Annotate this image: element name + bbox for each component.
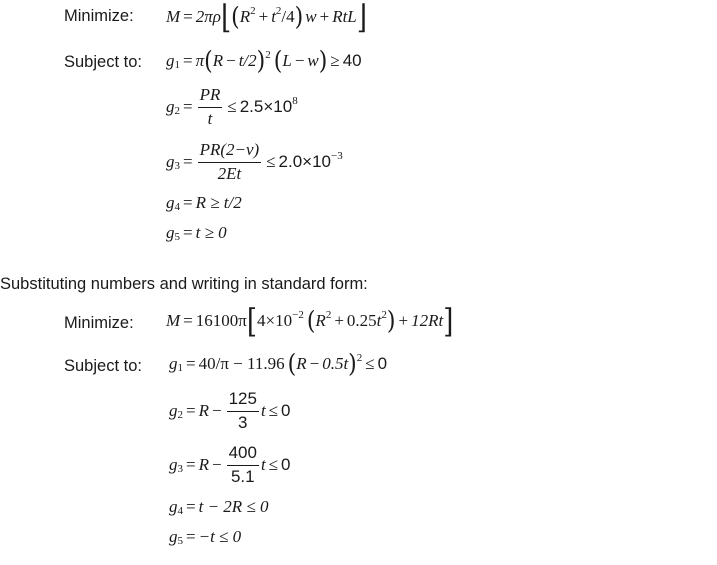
term-0.5t: 0.5t: [322, 354, 349, 373]
fraction-denominator: 2Et: [217, 163, 242, 183]
var-L: L: [282, 51, 292, 70]
g-symbol: g: [166, 193, 175, 212]
exponent: 2: [381, 308, 387, 321]
var-w: w: [307, 51, 319, 70]
objective-equation-2: [166, 303, 454, 341]
open-paren: (: [204, 47, 213, 76]
constraint-lead: 40/π − 11.96: [198, 354, 285, 373]
coef: 2πρ: [195, 7, 221, 26]
g-symbol: g: [169, 455, 178, 475]
fraction-numerator: 400: [227, 444, 259, 466]
var-M: M: [166, 311, 181, 330]
g-index: 5: [177, 534, 183, 547]
plus-sign: +: [319, 7, 330, 26]
g-symbol: g: [166, 97, 175, 117]
g-symbol: g: [169, 401, 178, 421]
close-paren: ): [294, 3, 304, 32]
close-bracket: ⌋: [356, 0, 367, 37]
constraint-g4-1: [166, 193, 242, 213]
fraction-numerator: PR: [198, 86, 223, 108]
g-index: 4: [174, 200, 180, 213]
fraction-denominator: t: [207, 108, 213, 128]
fraction: [227, 390, 259, 432]
coef: 16100π: [195, 311, 247, 330]
minimize-label-1: Minimize:: [64, 7, 134, 25]
g-index: 1: [177, 361, 183, 374]
close-bracket: ]: [443, 303, 454, 341]
le-sign: ≤: [268, 401, 279, 421]
var-w: w: [305, 7, 317, 26]
var-t: t: [260, 401, 266, 421]
coef-b: 0.25: [346, 311, 377, 330]
rhs-value: 2.5×10: [239, 97, 293, 117]
exponent: 2: [275, 4, 282, 17]
le-sign: ≤: [227, 97, 237, 117]
fraction-denominator: 3: [238, 412, 248, 432]
fraction: [198, 141, 262, 183]
constraint-expression: R ≥ t/2: [195, 193, 242, 212]
g-index: 2: [177, 409, 183, 422]
g-index: 3: [174, 160, 180, 173]
g-index: 4: [177, 504, 183, 517]
fraction: [227, 444, 259, 486]
eq-sign: =: [186, 354, 196, 373]
eq-sign: =: [183, 97, 193, 117]
eq-sign: =: [183, 223, 193, 242]
exponent: 2: [325, 308, 332, 321]
term-RtL: RtL: [332, 7, 357, 26]
minimize-label-2: Minimize:: [64, 314, 134, 332]
g-index: 3: [177, 463, 183, 476]
g-symbol: g: [169, 527, 178, 546]
rhs-value: 0: [377, 354, 388, 373]
minus-sign: −: [211, 455, 222, 475]
exponent: −2: [292, 308, 304, 321]
open-paren: (: [231, 3, 240, 32]
open-bracket: [: [246, 303, 258, 341]
eq-sign: =: [183, 152, 193, 172]
open-bracket: ⌊: [220, 0, 232, 37]
eq-sign: =: [186, 527, 196, 546]
plus-sign: +: [398, 311, 409, 330]
eq-sign: =: [186, 497, 196, 516]
pi-symbol: π: [195, 51, 205, 70]
eq-sign: =: [183, 7, 193, 26]
close-paren: ): [386, 307, 396, 336]
var-R: R: [296, 354, 307, 373]
close-paren: ): [318, 47, 328, 76]
constraint-expression: −t ≤ 0: [198, 527, 242, 546]
constraint-g5-2: [169, 527, 241, 547]
constraint-g3-2: [169, 444, 291, 486]
var-R: R: [315, 311, 326, 330]
minus-sign: −: [294, 51, 305, 70]
var-t: t: [260, 455, 266, 475]
eq-sign: =: [186, 455, 196, 475]
le-sign: ≤: [365, 354, 375, 373]
constraint-g1-2: [169, 350, 388, 379]
g-symbol: g: [169, 497, 178, 516]
open-paren: (: [306, 307, 316, 336]
var-t: t: [376, 311, 382, 330]
constraint-g5-1: [166, 223, 227, 243]
exponent: 2: [356, 351, 363, 364]
constraint-g4-2: [169, 497, 269, 517]
eq-sign: =: [183, 51, 193, 70]
le-sign: ≤: [268, 455, 279, 475]
open-paren: (: [287, 350, 297, 379]
var-R: R: [198, 455, 209, 475]
g-symbol: g: [166, 223, 175, 242]
open-paren: (: [273, 47, 283, 76]
coef-a: 4×10: [257, 311, 293, 330]
le-sign: ≤: [266, 152, 276, 172]
fraction-numerator: PR(2−ν): [198, 141, 262, 163]
close-paren: ): [348, 350, 357, 379]
minus-sign: −: [211, 401, 222, 421]
eq-sign: =: [186, 401, 196, 421]
minus-sign: −: [226, 51, 236, 70]
rhs-value: 0: [281, 401, 291, 421]
var-t: t: [271, 7, 276, 26]
ge-sign: ≥: [330, 51, 340, 70]
close-paren: ): [256, 47, 266, 76]
exponent: −3: [331, 150, 343, 163]
constraint-g2-1: [166, 86, 298, 128]
subject-label-2: Subject to:: [64, 357, 142, 375]
constraint-g3-1: [166, 141, 343, 183]
term-12Rt: 12Rt: [411, 311, 444, 330]
g-symbol: g: [166, 51, 175, 70]
exponent: 2: [265, 48, 271, 61]
fraction-denominator: 5.1: [230, 466, 255, 486]
g-symbol: g: [166, 152, 175, 172]
subject-label-1: Subject to:: [64, 53, 142, 71]
var-M: M: [166, 7, 181, 26]
rhs-value: 40: [342, 51, 362, 70]
constraint-expression: t ≥ 0: [195, 223, 227, 242]
plus-sign: +: [258, 7, 269, 26]
var-R: R: [198, 401, 209, 421]
g-index: 1: [174, 58, 180, 71]
fraction: [198, 86, 223, 128]
constraint-expression: t − 2R ≤ 0: [198, 497, 269, 516]
var-R: R: [212, 51, 224, 70]
constraint-g1-1: [166, 47, 362, 76]
fraction-numerator: 125: [227, 390, 259, 412]
g-index: 5: [174, 230, 180, 243]
rhs-value: 0: [281, 455, 291, 475]
objective-equation-1: [166, 0, 367, 37]
eq-sign: =: [183, 193, 193, 212]
plus-sign: +: [334, 311, 344, 330]
t-over-2: t/2: [238, 51, 257, 70]
constraint-g2-2: [169, 390, 291, 432]
minus-sign: −: [309, 354, 320, 373]
var-R: R: [239, 7, 251, 26]
divide-4: /4: [281, 7, 295, 26]
g-index: 2: [174, 105, 180, 118]
g-symbol: g: [169, 354, 178, 373]
eq-sign: =: [183, 311, 193, 330]
exponent: 2: [250, 4, 256, 17]
section-heading: Substituting numbers and writing in standard form:: [0, 275, 368, 293]
rhs-value: 2.0×10: [278, 152, 332, 172]
exponent: 8: [292, 95, 298, 108]
